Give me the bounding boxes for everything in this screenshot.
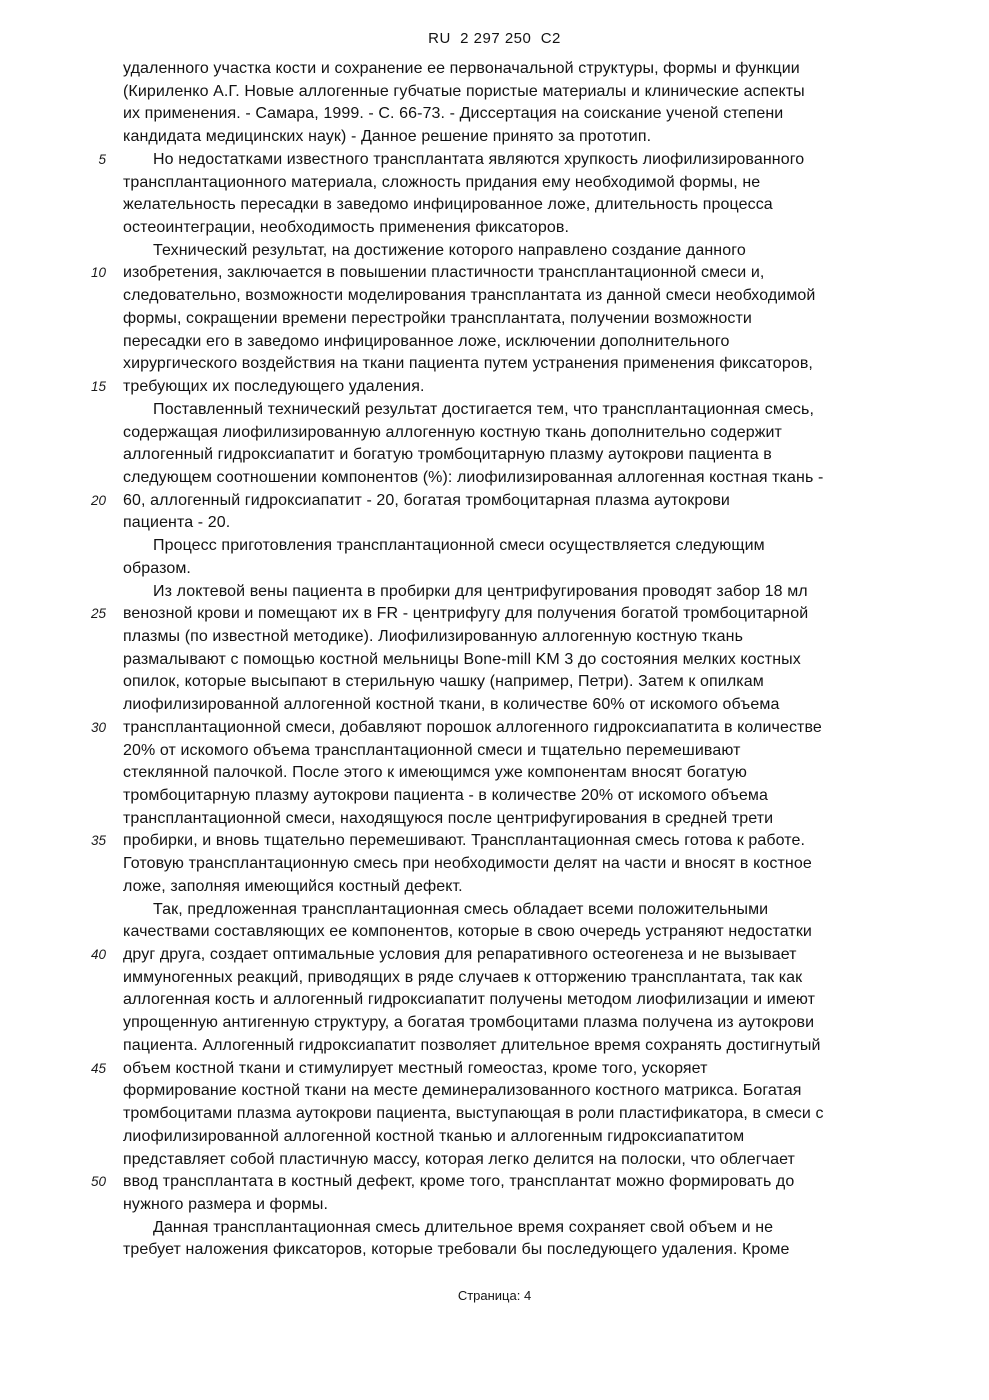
line-text: качествами составляющих ее компонентов, которые в свою очередь устраняют недостатки <box>123 923 812 941</box>
line-text: друг друга, создает оптимальные условия для репаративного остеогенеза и не вызывает <box>123 946 797 964</box>
line-text: пересадки его в заведомо инфицированное ложе, исключении дополнительного <box>123 332 730 350</box>
text-line <box>0 422 989 445</box>
text-line <box>0 989 989 1012</box>
text-line <box>0 240 989 263</box>
line-text: лиофилизированной аллогенной костной тканью и аллогенным гидроксиапатитом <box>123 1127 745 1145</box>
line-number: 15 <box>90 379 106 395</box>
line-text: 20% от искомого объема трансплантационной смеси и тщательно перемешивают <box>123 741 741 759</box>
document-number-header: RU 2 297 250 C2 <box>428 30 561 47</box>
text-line <box>0 626 989 649</box>
line-text: объем костной ткани и стимулирует местный гомеостаз, кроме того, ускоряет <box>123 1059 708 1077</box>
line-number: 5 <box>98 151 106 167</box>
text-line <box>0 876 989 899</box>
line-number: 20 <box>90 492 106 508</box>
text-line <box>0 399 989 422</box>
text-line <box>0 81 989 104</box>
text-line <box>0 1171 989 1194</box>
line-text: иммуногенных реакций, приводящих в ряде случаев к отторжению трансплантата, так как <box>123 968 803 986</box>
text-line <box>0 762 989 785</box>
line-number: 35 <box>90 833 106 849</box>
text-line <box>0 740 989 763</box>
line-text: ввод трансплантата в костный дефект, кроме того, трансплантат можно формировать до <box>123 1173 795 1191</box>
line-text: трансплантационного материала, сложность придания ему необходимой формы, не <box>123 173 761 191</box>
text-line <box>0 558 989 581</box>
text-line <box>0 194 989 217</box>
text-line <box>0 58 989 81</box>
line-text: остеоинтеграции, необходимость применения фиксаторов. <box>123 219 570 237</box>
text-line <box>0 353 989 376</box>
line-text: упрощенную антигенную структуру, а богатая тромбоцитами плазма получена из аутокрови <box>123 1014 815 1032</box>
text-line <box>0 1217 989 1240</box>
line-text: содержащая лиофилизированную аллогенную костную ткань дополнительно содержит <box>123 423 782 441</box>
line-number: 10 <box>90 265 106 281</box>
line-text: Готовую трансплантационную смесь при необходимости делят на части и вносят в костное <box>123 855 812 873</box>
line-text: Поставленный технический результат достигается тем, что трансплантационная смесь, <box>153 400 815 418</box>
line-number: 50 <box>90 1174 106 1190</box>
text-line <box>0 853 989 876</box>
line-text: требует наложения фиксаторов, которые требовали бы последующего удаления. Кроме <box>123 1241 790 1259</box>
line-text: плазмы (по известной методике). Лиофилизированную аллогенную костную ткань <box>123 627 744 645</box>
text-line <box>0 490 989 513</box>
page-number-footer: Страница: 4 <box>457 1288 532 1303</box>
line-text: стеклянной палочкой. После этого к имеющимся уже компонентам вносят богатую <box>123 764 748 782</box>
line-text: представляет собой пластичную массу, которая легко делится на полоски, что облегчает <box>123 1150 795 1168</box>
line-text: трансплантационной смеси, находящуюся после центрифугирования в средней трети <box>123 809 774 827</box>
text-line <box>0 1194 989 1217</box>
line-text: Процесс приготовления трансплантационной смеси осуществляется следующим <box>153 537 765 555</box>
text-line <box>0 785 989 808</box>
line-text: опилок, которые высыпают в стерильную чашку (например, Петри). Затем к опилкам <box>123 673 764 691</box>
text-line <box>0 512 989 535</box>
line-text: тромбоцитами плазма аутокрови пациента, выступающая в роли пластификатора, в смеси с <box>123 1105 824 1123</box>
text-line <box>0 1239 989 1262</box>
text-line <box>0 535 989 558</box>
text-line <box>0 603 989 626</box>
text-line <box>0 694 989 717</box>
line-text: формирование костной ткани на месте деминерализованного костного матрикса. Богатая <box>123 1082 802 1100</box>
document-body <box>0 58 989 1262</box>
text-line <box>0 172 989 195</box>
text-line <box>0 649 989 672</box>
line-text: пациента. Аллогенный гидроксиапатит позволяет длительное время сохранять достигнутый <box>123 1036 821 1054</box>
line-text: следующем соотношении компонентов (%): лиофилизированная аллогенная костная ткань - <box>123 468 824 486</box>
text-line <box>0 1126 989 1149</box>
line-text: пациента - 20. <box>123 514 231 532</box>
text-line <box>0 967 989 990</box>
text-line <box>0 808 989 831</box>
text-line <box>0 717 989 740</box>
line-number: 40 <box>90 947 106 963</box>
text-line <box>0 1149 989 1172</box>
text-line <box>0 126 989 149</box>
text-line <box>0 899 989 922</box>
line-text: аллогенная кость и аллогенный гидроксиапатит получены методом лиофилизации и имеют <box>123 991 816 1009</box>
line-text: Но недостатками известного трансплантата являются хрупкость лиофилизированного <box>153 150 805 168</box>
text-line <box>0 1058 989 1081</box>
line-text: размалывают с помощью костной мельницы Bone-mill KM 3 до состояния мелких костных <box>123 650 801 668</box>
line-number: 45 <box>90 1060 106 1076</box>
line-text: Так, предложенная трансплантационная смесь обладает всеми положительными <box>153 900 769 918</box>
line-text: требующих их последующего удаления. <box>123 378 425 396</box>
text-line <box>0 467 989 490</box>
line-text: хирургического воздействия на ткани пациента путем устранения применения фиксаторов, <box>123 355 813 373</box>
text-line <box>0 581 989 604</box>
text-line <box>0 376 989 399</box>
line-text: аллогенный гидроксиапатит и богатую тромбоцитарную плазму аутокрови пациента в <box>123 446 772 464</box>
line-text: их применения. - Самара, 1999. - С. 66-73. - Диссертация на соискание ученой степени <box>123 105 784 123</box>
line-text: трансплантационной смеси, добавляют порошок аллогенного гидроксиапатита в количестве <box>123 718 822 736</box>
text-line <box>0 830 989 853</box>
text-line <box>0 944 989 967</box>
line-text: образом. <box>123 559 191 577</box>
line-text: венозной крови и помещают их в FR - центрифугу для получения богатой тромбоцитарной <box>123 605 809 623</box>
text-line <box>0 671 989 694</box>
line-text: тромбоцитарную плазму аутокрови пациента - в количестве 20% от искомого объема <box>123 787 768 804</box>
text-line <box>0 285 989 308</box>
text-line <box>0 149 989 172</box>
line-text: Данная трансплантационная смесь длительное время сохраняет свой объем и не <box>153 1218 774 1236</box>
text-line <box>0 1080 989 1103</box>
text-line <box>0 921 989 944</box>
text-line <box>0 262 989 285</box>
line-text: лиофилизированной аллогенной костной ткани, в количестве 60% от искомого объема <box>123 696 780 714</box>
line-text: формы, сокращении времени перестройки трансплантата, получении возможности <box>123 309 752 327</box>
line-text: следовательно, возможности моделирования трансплантата из данной смеси необходимой <box>123 287 816 305</box>
text-line <box>0 444 989 467</box>
line-text: Технический результат, на достижение которого направлено создание данного <box>153 241 746 259</box>
line-text: нужного размера и формы. <box>123 1195 329 1213</box>
text-line <box>0 217 989 240</box>
line-number: 30 <box>90 719 106 735</box>
text-line <box>0 308 989 331</box>
line-text: (Кириленко А.Г. Новые аллогенные губчатые пористые материалы и клинические аспекты <box>123 82 805 100</box>
line-text: желательность пересадки в заведомо инфицированное ложе, длительность процесса <box>123 196 773 214</box>
text-line <box>0 1035 989 1058</box>
line-number: 25 <box>90 606 106 622</box>
line-text: удаленного участка кости и сохранение ее первоначальной структуры, формы и функции <box>123 60 800 77</box>
line-text: кандидата медицинских наук) - Данное решение принято за прототип. <box>123 128 652 146</box>
line-text: пробирки, и вновь тщательно перемешивают. Трансплантационная смесь готова к работе. <box>123 832 806 850</box>
text-line <box>0 1103 989 1126</box>
text-line <box>0 103 989 126</box>
line-text: 60, аллогенный гидроксиапатит - 20, богатая тромбоцитарная плазма аутокрови <box>123 491 730 509</box>
line-text: ложе, заполняя имеющийся костный дефект. <box>123 877 463 895</box>
line-text: изобретения, заключается в повышении пластичности трансплантационной смеси и, <box>123 264 765 282</box>
line-text: Из локтевой вены пациента в пробирки для центрифугирования проводят забор 18 мл <box>153 582 808 600</box>
text-line <box>0 331 989 354</box>
text-line <box>0 1012 989 1035</box>
